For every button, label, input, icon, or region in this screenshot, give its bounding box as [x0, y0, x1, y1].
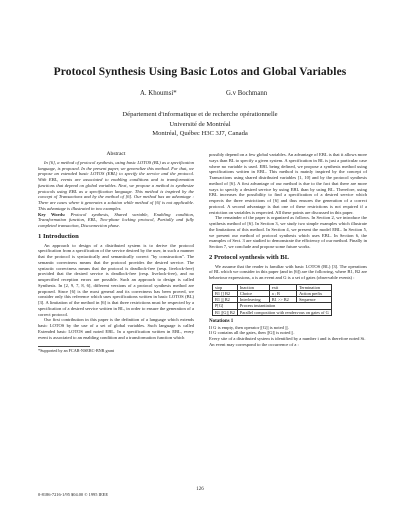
table-cell: P[G]: [213, 303, 238, 309]
keywords-text: Protocol synthesis, Shared variable, Enabling condition, Transformation function, EBL, Two-phase locking protocol, Partially and fully completed transaction, Disconnection phase.: [38, 211, 194, 228]
table-cell: Sequence: [297, 297, 332, 303]
table-cell: B1 >> B2: [269, 297, 296, 303]
section-2-heading: 2 Protocol synthesis with BL: [209, 253, 290, 261]
table-cell: Inaction: [237, 284, 269, 290]
notation-1: If G is empty, then operator |[G]| is noted |||.: [209, 324, 289, 330]
footnote: *Supported by an FCAR-NSERC-BNR grant: [38, 348, 115, 354]
table-cell: Choice: [237, 290, 269, 296]
table-cell: exit: [269, 284, 296, 290]
author-1: A. Khoumsi*: [140, 90, 177, 97]
abstract-text: In [6], a method of protocol synthesis, using basic LOTOS (BL) as a specification language, is proposed. In the present paper, we generalize this method. For that, we propose an extended basic LOTOS (EBL) to specify the service and the protocol. With EBL, events are associated to enabling conditions and to transformation functions that depend on global variables. Next, we propose a method to synthesize protocols using EBL as a specification language. This method is inspired by the concept of Transactions and by the method of [6]. Our method has an advantage : There are cases where it generates a solution while method of [6] is not applicable. This advantage is illustrated in two examples.: [38, 159, 194, 211]
table-cell: B1 ||| B2: [213, 297, 238, 303]
abstract-heading: Abstract: [106, 151, 126, 157]
table-cell: a ; B: [269, 290, 296, 296]
table-cell: Termination: [297, 284, 332, 290]
table-cell: Process instantiation: [237, 303, 331, 309]
intro-paragraph-1: An approach to design of a distributed system is to derive the protocol specification from a specification of the service desired by the user, in such a manner that the protocol is syntactically and semantically correct "by construction". The semantic correctness means that the protocol provides the desired service. The syntactic correctness means that the protocol is deadlock-free (resp. livelock-free) provided that the desired service is deadlock-free (resp. livelock-free), and no unspecified reception errors are possible. Such an approach to design is called Synthesis. In [2, 9, 7, 8, 6], different versions of a protocol synthesis method are proposed. Since [6] is the most general and its correctness has been proved, we consider only this reference which uses specifications written in basic LOTOS (BL) [3]. A limitation of the method in [6] is that three restrictions must be respected by a specification of a desired service written in BL, in order to ensure the generation of a correct protocol.: [38, 242, 194, 317]
intro-paragraph-2: Our first contribution in this paper is the definition of a language which extends basic LOTOS by the use of a set of global variables. Such language is called Extended basic LOTOS and noted EBL. In a specification written in EBL, every event is associated to an enabling condition and a transformation function which: [38, 317, 194, 340]
section-1-heading: 1 Introduction: [38, 232, 79, 240]
table-cell: B1 |[G]| B2: [213, 309, 238, 315]
notation-2: If G contains all the gates, then |[G]| is noted ||.: [209, 330, 295, 336]
left-column: [38, 152, 194, 354]
table-cell: Interleaving: [237, 297, 269, 303]
notations-heading: Notations 1: [209, 318, 234, 324]
notation-4: An event may correspond to the occurrence of a :: [209, 341, 299, 347]
affiliation-line: Montréal, Québec H3C 3J7, Canada: [152, 130, 248, 138]
keywords: [38, 212, 194, 229]
affiliation-line: Département d'informatique et de recherche opérationnelle: [122, 111, 278, 118]
table-cell: B1 [] B2: [213, 290, 238, 296]
author-2: G.v Bochmann: [226, 90, 268, 97]
table-cell: Parallel composition with rendezvous on gates of G: [237, 309, 331, 315]
isbn-line: 0-8186-7216-1/95 $04.00 © 1995 IEEE: [38, 492, 109, 497]
affiliation: [0, 110, 400, 139]
paper-title: Protocol Synthesis Using Basic Lotos and Global Variables: [53, 66, 347, 78]
section-2-paragraph: We assume that the reader is familiar with basic LOTOS (BL) [3]. The operations of BL which we consider in this paper (and in [6]) are the following, where B1, B2 are behaviour expressions, a is an event and G is a set of gates (observable events) :: [209, 263, 367, 280]
footnote-rule: [38, 346, 90, 347]
right-paragraph-0: possibly depend on a few global variables. An advantage of EBL is that it allows more ways than BL to specify a given system. A specification in BL is just a particular case where no variable is used. EBL being defined, we propose a synthesis method using specifications written in EBL. This method is mainly inspired by the concept of Transactions using shared distributed variables [1, 10] and by the protocol synthesis method of [6]. A first advantage of our method is due to the fact that there are more ways to specify a desired service by using EBL than by using BL. Therefore, using EBL increases the possibility to find a specification of a desired service which respects the three restrictions of [6] and thus ensures the generation of a correct protocol. A second advantage is that one of these restrictions is not required if a restriction on variables is respected. All these points are discussed in this paper.: [209, 152, 367, 215]
notation-3: Every site of a distributed system is identified by a number i and is therefore noted Si.: [209, 336, 366, 342]
keywords-label: Key Words:: [38, 211, 66, 217]
table-cell: stop: [213, 284, 238, 290]
page-number: 126: [196, 487, 204, 492]
table-row: [213, 309, 332, 315]
affiliation-line: Université de Montréal: [169, 120, 231, 128]
table-cell: Action prefix: [297, 290, 332, 296]
right-column: [209, 152, 367, 348]
operations-table: [212, 284, 332, 316]
right-paragraph-1: The remainder of the paper is organized as follows. In Section 2, we introduce the synthesis method of [6]. In Section 3, we study two simple examples which illustrate the limitations of this method. In Section 4, we present the model EBL. In Section 5, we present our method of protocol synthesis which uses EBL. In Section 6, the examples of Sect. 3 are studied to demonstrate the efficiency of our method. Finally in Section 7, we conclude and propose some future works.: [209, 215, 367, 249]
